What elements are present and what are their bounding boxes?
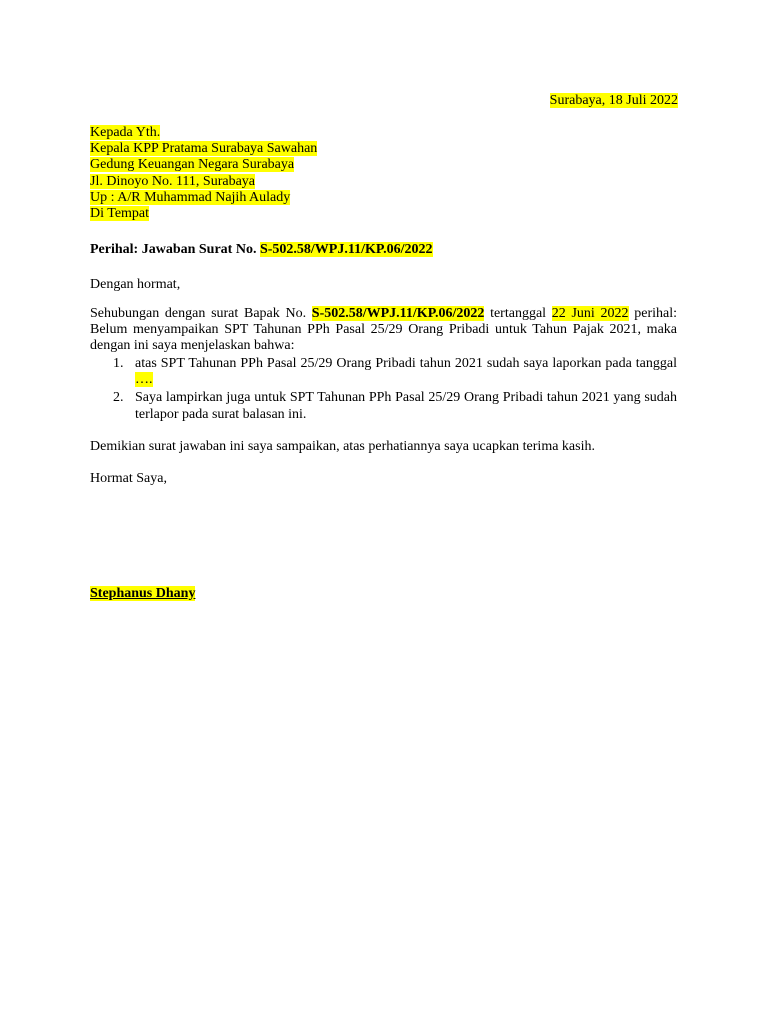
greeting: Dengan hormat,	[90, 277, 181, 292]
list-text: atas SPT Tahunan PPh Pasal 25/29 Orang Pribadi tahun 2021 sudah saya laporkan pada tanggal	[135, 356, 677, 371]
regards: Hormat Saya,	[90, 471, 167, 486]
list-text: Saya lampirkan juga untuk SPT Tahunan PPh Pasal 25/29 Orang Pribadi tahun 2021 yang sudah terlapor pada surat balasan ini.	[135, 390, 677, 422]
list-number: 2.	[113, 390, 124, 406]
body-ref-number: S-502.58/WPJ.11/KP.06/2022	[311, 306, 485, 321]
recipient-line: Kepala KPP Pratama Surabaya Sawahan	[90, 141, 318, 157]
subject-line	[90, 241, 433, 258]
list-item	[90, 390, 677, 422]
body-text-2: tertanggal	[484, 306, 552, 321]
list-number: 1.	[113, 356, 124, 371]
body-paragraph	[90, 306, 677, 355]
body-text-1: Sehubungan dengan surat Bapak No.	[90, 306, 312, 321]
subject-ref-number: S-502.58/WPJ.11/KP.06/2022	[259, 242, 433, 257]
signer-name: Stephanus Dhany	[90, 586, 196, 601]
recipient-block	[90, 125, 317, 222]
date-placeholder: ….	[135, 372, 153, 388]
explanation-list	[90, 356, 677, 425]
recipient-line: Jl. Dinoyo No. 111, Surabaya	[90, 173, 255, 189]
body-ref-date: 22 Juni 2022	[551, 306, 629, 321]
list-item	[90, 356, 677, 388]
recipient-line: Kepada Yth.	[90, 125, 161, 140]
place-date-text: Surabaya, 18 Juli 2022	[549, 93, 678, 108]
place-date	[550, 92, 678, 109]
recipient-line: Di Tempat	[90, 206, 150, 222]
recipient-line: Up : A/R Muhammad Najih Aulady	[90, 189, 291, 205]
body-text-3: perihal: Belum menyampaikan SPT Tahunan PPh Pasal 25/29 Orang Pribadi untuk Tahun Pajak 2021, maka dengan ini saya menjelaskan bahwa:	[90, 306, 678, 354]
recipient-line: Gedung Keuangan Negara Surabaya	[90, 157, 295, 173]
subject-prefix: Perihal: Jawaban Surat No.	[90, 242, 260, 257]
signer	[90, 585, 195, 602]
closing-sentence: Demikian surat jawaban ini saya sampaikan, atas perhatiannya saya ucapkan terima kasih.	[90, 439, 595, 454]
